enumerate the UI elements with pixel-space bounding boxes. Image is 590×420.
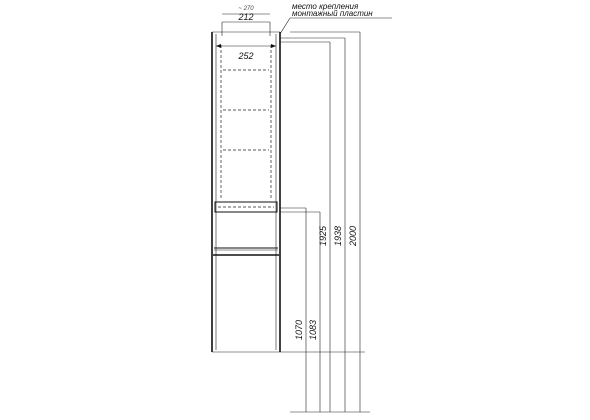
middle-drawer [214, 248, 278, 250]
height-dimension-lines [306, 32, 360, 412]
note-line-2: монтажный пластин [292, 9, 373, 18]
mounting-note [280, 2, 392, 34]
top-small-label: ~ 270 [238, 6, 254, 12]
mounting-shelf [215, 202, 277, 212]
height-1070-label: 1070 [294, 319, 304, 341]
height-dimension-labels [294, 225, 358, 340]
upper-section-shelves [221, 45, 271, 200]
height-1925-label: 1925 [318, 225, 328, 247]
width-inner-label: 212 [238, 12, 254, 22]
height-1938-label: 1938 [333, 225, 343, 247]
height-extension-lines [280, 32, 365, 352]
height-1083-label: 1083 [308, 319, 318, 341]
note-line-1: место крепления [292, 2, 359, 11]
cabinet-body [212, 32, 280, 352]
height-2000-label: 2000 [348, 225, 358, 247]
width-dimensions [216, 6, 276, 61]
width-outer-label: 252 [238, 51, 254, 61]
